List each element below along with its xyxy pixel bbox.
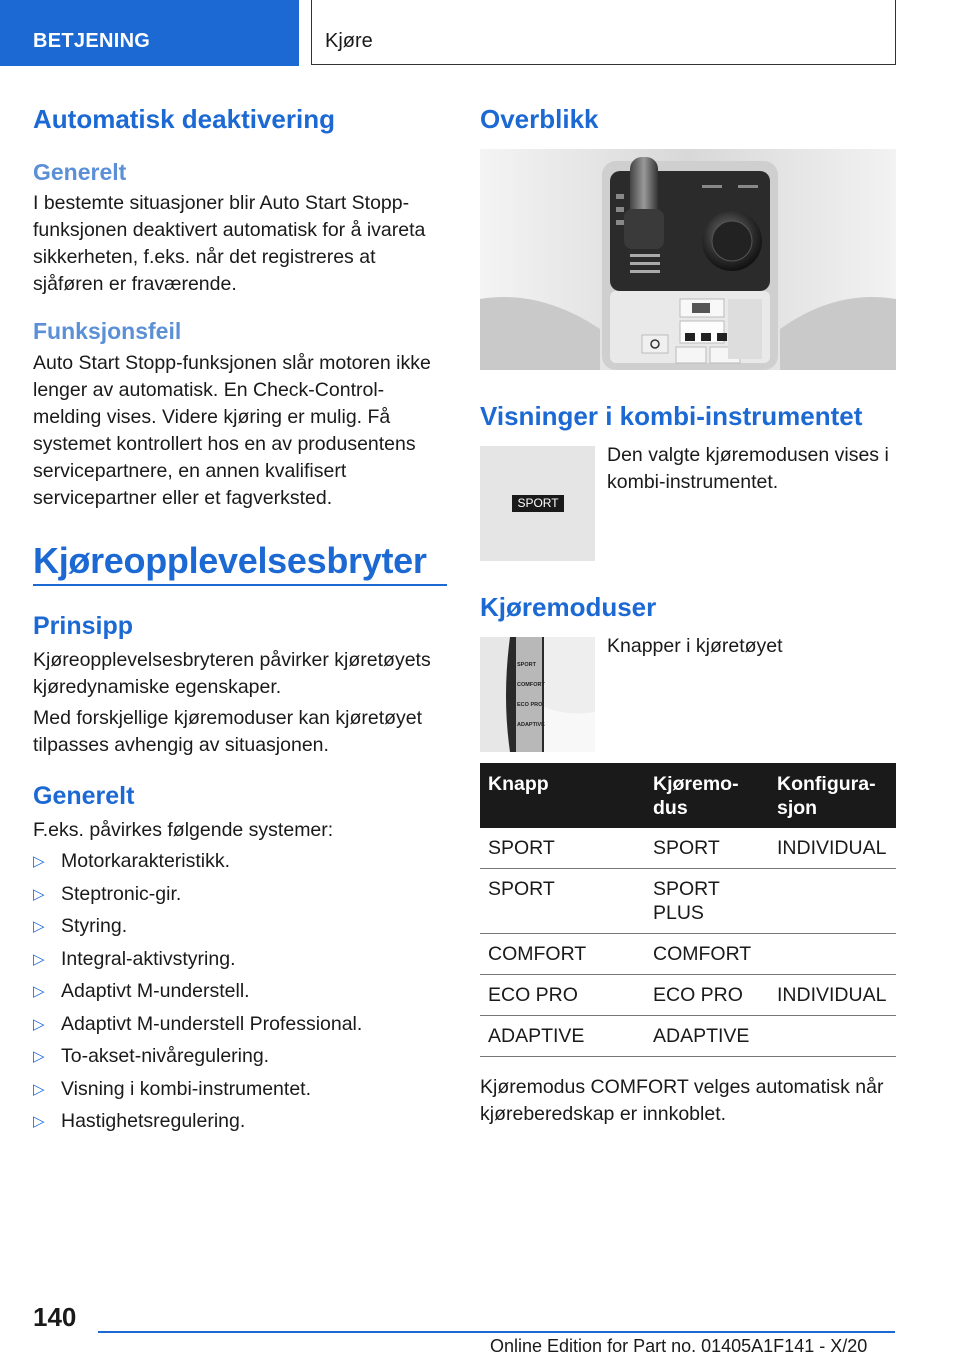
paragraph-drive-modes: Knapper i kjøretøyet [607,635,783,657]
table-cell: INDIVIDUAL [769,975,896,1016]
panel-label-sport: SPORT [517,662,536,668]
table-header-row [480,763,896,828]
paragraph-general-1: I bestemte situasjoner blir Auto Start Stopp-funksjonen deaktivert automatisk for å ivareta sikkerheten, f.eks. når det registreres at sjåføren er fraværende. [33,192,426,295]
table-cell: SPORT [480,869,645,934]
table-row [480,934,896,975]
column-header: Konfigurasjon [769,763,896,828]
table-cell: COMFORT [645,934,769,975]
heading-malfunction: Funksjonsfeil [33,318,182,344]
table-cell [769,934,896,975]
list-item: ▷ Visning i kombi-instrumentet. [33,1076,447,1109]
table-cell [769,1016,896,1057]
table-cell: ECO PRO [480,975,645,1016]
button-panel-illustration [480,637,595,752]
list-item: ▷ Integral-aktivstyring. [33,946,447,979]
list-item: ▷ Motorkarakteristikk. [33,848,447,881]
drive-mode-buttons-image [480,637,595,752]
center-console-image [480,149,896,370]
triangle-bullet-icon: ▷ [33,1015,45,1033]
chapter-title: Kjøre [325,30,373,52]
table-cell: SPORT [645,828,769,869]
list-item: ▷ Styring. [33,913,447,946]
table-cell: ECO PRO [645,975,769,1016]
paragraph-comfort-default: Kjøremodus COMFORT velges automatisk når kjøreberedskap er innkoblet. [480,1076,884,1125]
list-item: ▷ To-akset-nivåregulering. [33,1043,447,1076]
triangle-bullet-icon: ▷ [33,1113,45,1130]
chapter-box [311,0,896,65]
heading-automatic-deactivation: Automatisk deaktivering [33,104,335,134]
heading-drive-modes: Kjøremoduser [480,592,657,622]
triangle-bullet-icon: ▷ [33,918,45,935]
table-row [480,1016,896,1057]
table-row [480,828,896,869]
table-cell: ADAPTIVE [645,1016,769,1057]
heading-drive-experience-switch: Kjøreopplevelsesbryter [33,540,427,581]
section-tab [0,0,299,66]
panel-label-adaptive: ADAPTIVE [517,722,545,728]
list-item: ▷ Adaptivt M-understell Professional. [33,1011,447,1044]
table-row [480,869,896,934]
list-item: ▷ Adaptivt M-understell. [33,978,447,1011]
heading-overview: Overblikk [480,104,599,134]
paragraph-principle-2: Med forskjellige kjøremoduser kan kjøretøyet tilpasses avhengig av situasjonen. [33,707,423,756]
paragraph-cluster-display: Den valgte kjøremodusen vises i kombi-instrumentet. [607,444,889,493]
footer-rule [98,1331,895,1333]
heading-general-1: Generelt [33,159,127,185]
table-row [480,975,896,1016]
panel-label-eco-pro: ECO PRO [517,702,543,708]
triangle-bullet-icon: ▷ [33,950,45,968]
triangle-bullet-icon: ▷ [33,885,45,903]
triangle-bullet-icon: ▷ [33,983,45,1000]
drive-modes-table [480,763,896,1057]
section-title: BETJENING [33,30,151,52]
cluster-display-image [480,446,595,561]
triangle-bullet-icon: ▷ [33,853,45,870]
heading-rule [33,584,447,586]
paragraph-general-2: F.eks. påvirkes følgende systemer: [33,819,334,841]
column-header: Knapp [480,763,645,828]
list-item: ▷ Hastighetsregulering. [33,1108,447,1141]
table-cell [769,869,896,934]
edition-note: Online Edition for Part no. 01405A1F141 - X/20 [490,1336,868,1356]
page-number: 140 [33,1302,77,1332]
table-cell: SPORT [480,828,645,869]
table-cell: ADAPTIVE [480,1016,645,1057]
triangle-bullet-icon: ▷ [33,1048,45,1065]
center-console-illustration [480,149,896,370]
heading-general-2: Generelt [33,782,135,810]
heading-cluster-display: Visninger i kombi-instrumentet [480,401,863,431]
list-item: ▷ Steptronic-gir. [33,881,447,914]
triangle-bullet-icon: ▷ [33,1080,45,1098]
table-cell: INDIVIDUAL [769,828,896,869]
paragraph-principle-1: Kjøreopplevelsesbryteren påvirker kjøretøyets kjøredynamiske egenskaper. [33,649,431,698]
table-cell: COMFORT [480,934,645,975]
table-cell: SPORT PLUS [645,869,769,934]
sport-display-badge: SPORT [512,495,564,512]
panel-label-comfort: COMFORT [517,682,545,688]
affected-systems-list [33,848,447,1141]
paragraph-malfunction: Auto Start Stopp-funksjonen slår motoren ikke lenger av automatisk. En Check-Control-melding vises. Videre kjøring er mulig. Få systemet kontrollert hos en av produsentens servicepartnere, en annen kvalifisert servicepartner eller et fagverksted. [33,352,431,509]
column-header: Kjøremodus [645,763,769,828]
heading-principle: Prinsipp [33,612,134,640]
